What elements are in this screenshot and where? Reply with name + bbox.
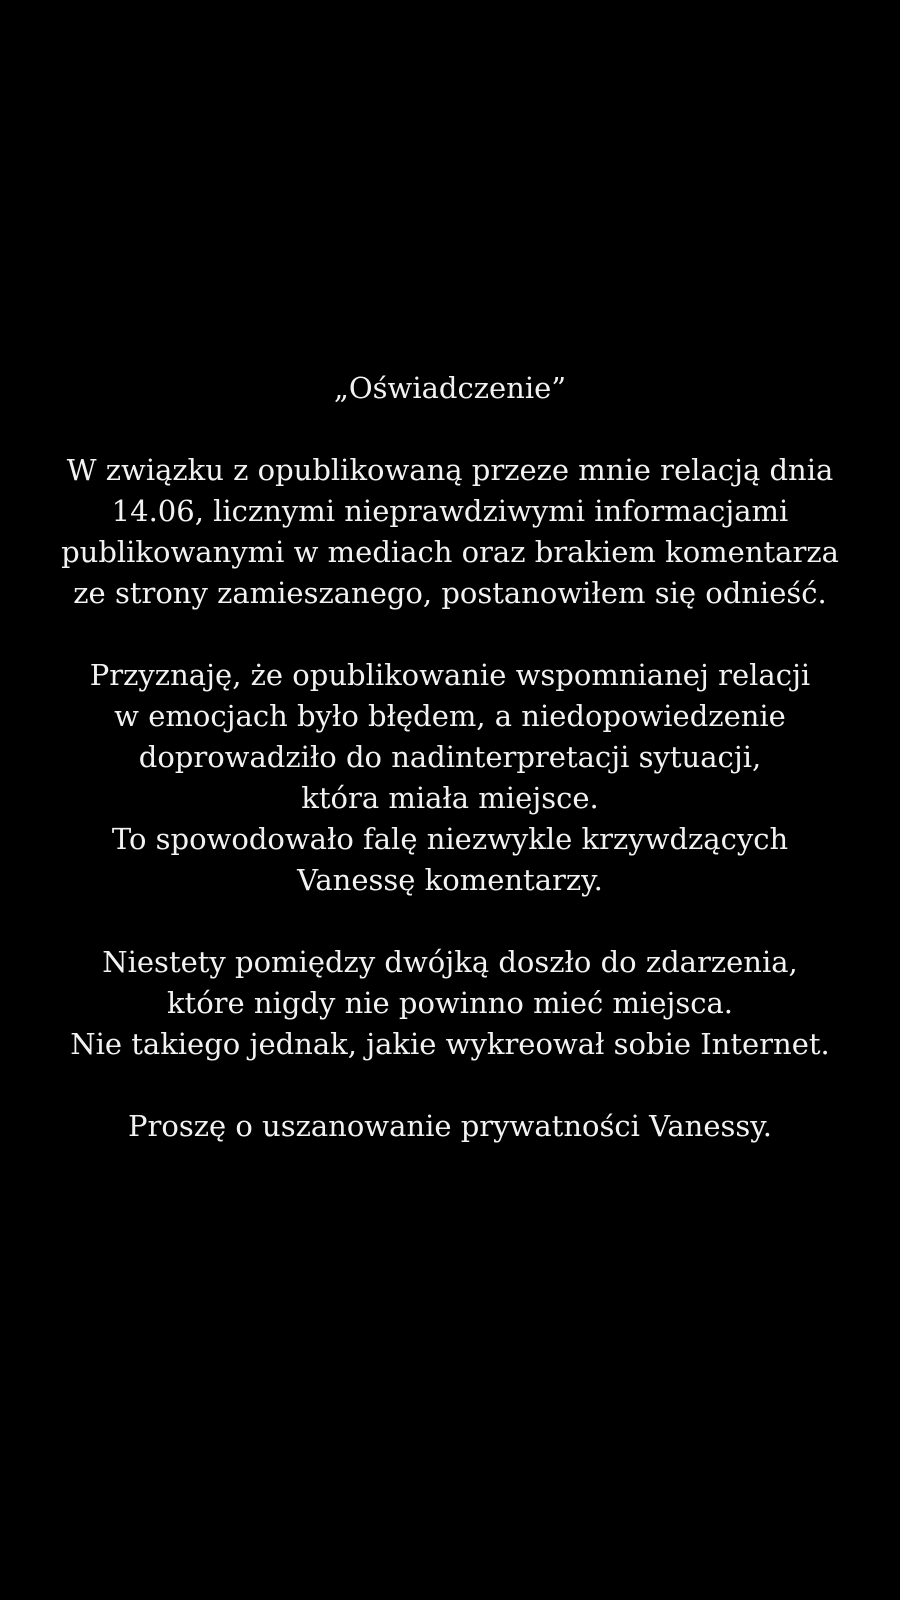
paragraph-3-line-1: Niestety pomiędzy dwójką doszło do zdarzenia, (102, 945, 798, 979)
paragraph-2-line-3: doprowadziło do nadinterpretacji sytuacji, (138, 740, 762, 774)
paragraph-1-line-3: publikowanymi w mediach oraz brakiem komentarza (61, 535, 839, 569)
paragraph-2-line-2: w emocjach było błędem, a niedopowiedzenie (114, 699, 786, 733)
paragraph-1-line-4: ze strony zamieszanego, postanowiłem się odnieść. (73, 576, 827, 610)
paragraph-gap (0, 409, 900, 450)
closing-line: Proszę o uszanowanie prywatności Vanessy. (127, 1109, 773, 1143)
paragraph-2-line-6: Vanessę komentarzy. (297, 863, 603, 897)
paragraph-2-line-4: która miała miejsce. (301, 781, 599, 815)
paragraph-2-line-5: To spowodowało falę niezwykle krzywdzących (111, 822, 789, 856)
paragraph-gap (0, 901, 900, 942)
paragraph-gap (0, 1065, 900, 1106)
paragraph-1-line-2: 14.06, licznymi nieprawdziwymi informacjami (111, 494, 789, 528)
statement-text-block (0, 368, 900, 1147)
paragraph-1-line-1: W związku z opublikowaną przeze mnie relacją dnia (66, 453, 834, 487)
paragraph-3-line-2: które nigdy nie powinno mieć miejsca. (166, 986, 734, 1020)
paragraph-2-line-1: Przyznaję, że opublikowanie wspomnianej relacji (89, 658, 811, 692)
statement-title: „Oświadczenie” (333, 371, 567, 405)
paragraph-gap (0, 614, 900, 655)
paragraph-3-line-3: Nie takiego jednak, jakie wykreował sobie Internet. (70, 1027, 830, 1061)
